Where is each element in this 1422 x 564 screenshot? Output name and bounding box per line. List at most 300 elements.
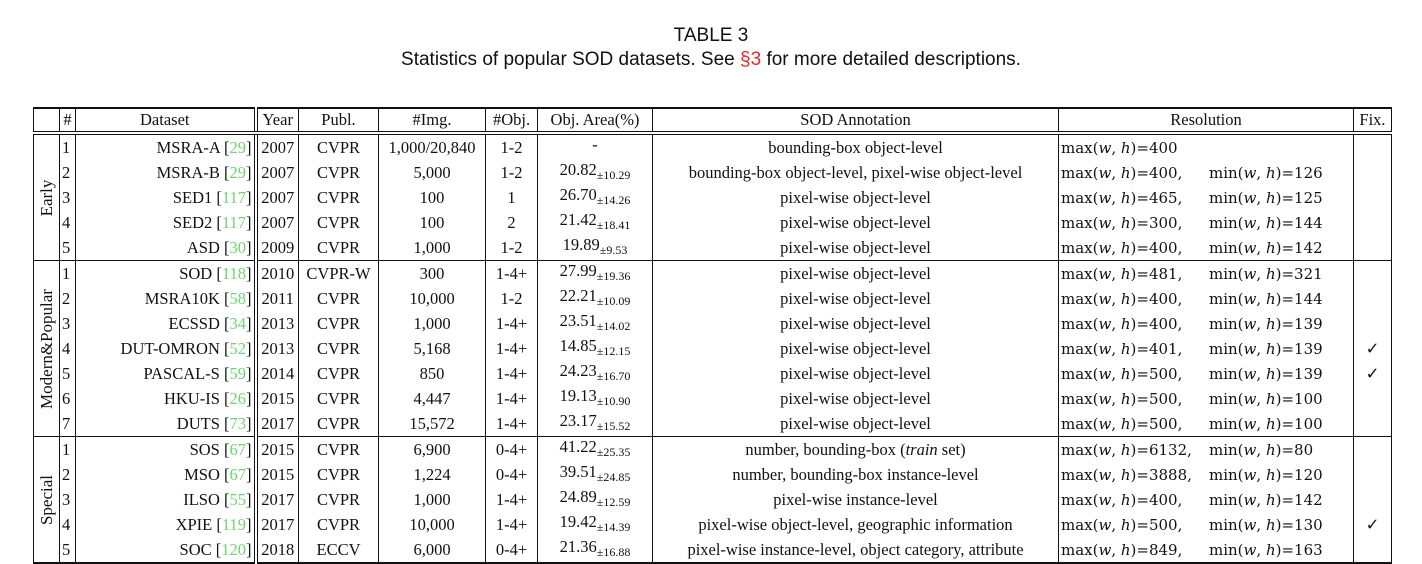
area-std: ±10.09 — [596, 294, 631, 308]
publ-cell: CVPR — [299, 210, 379, 235]
area-cell — [538, 462, 653, 487]
resolution-max: max(w, h)=300, — [1061, 213, 1183, 232]
resolution-max: max(w, h)=465, — [1061, 188, 1183, 207]
img-cell: 10,000 — [379, 512, 486, 537]
area-mean: 20.82 — [559, 160, 597, 179]
header-annotation: SOD Annotation — [653, 108, 1059, 133]
resolution-cell — [1059, 361, 1354, 386]
fixation-check-icon — [1354, 160, 1392, 185]
resolution-min: min(w, h)=321 — [1209, 264, 1323, 283]
publ-cell: ECCV — [299, 537, 379, 563]
dataset-name: ILSO [55] — [76, 487, 256, 512]
annotation-text: pixel-wise object-level, geographic information — [698, 514, 1013, 534]
annotation-text: pixel-wise object-level — [780, 288, 931, 308]
fixation-check-icon — [1354, 133, 1392, 160]
dataset-name: ASD [30] — [76, 235, 256, 261]
table-row — [34, 386, 1392, 411]
resolution-min: min(w, h)=144 — [1209, 213, 1323, 232]
area-mean: 23.17 — [559, 411, 597, 430]
resolution-cell — [1059, 311, 1354, 336]
publ-cell: CVPR — [299, 235, 379, 261]
res-max-value: 465 — [1148, 188, 1178, 207]
res-max-value: 3888 — [1148, 465, 1188, 484]
res-max-value: 401 — [1148, 339, 1178, 358]
area-cell — [538, 133, 653, 160]
annotation-text: pixel-wise object-level — [780, 338, 931, 358]
area-std: ±24.85 — [596, 470, 631, 484]
publ-cell: CVPR — [299, 160, 379, 185]
area-std: ±14.26 — [596, 193, 631, 207]
resolution-cell — [1059, 336, 1354, 361]
header-resolution: Resolution — [1059, 108, 1354, 133]
group-label: Special — [36, 474, 56, 525]
dataset-label: ECSSD — [168, 313, 220, 333]
resolution-cell — [1059, 185, 1354, 210]
publ-cell: CVPR — [299, 361, 379, 386]
area-cell — [538, 386, 653, 411]
annotation-cell — [653, 437, 1059, 463]
group-header — [34, 108, 60, 133]
citation-link[interactable]: 118 — [221, 263, 246, 283]
dataset-label: SED2 — [172, 212, 213, 232]
annotation-cell — [653, 235, 1059, 261]
table-row — [34, 437, 1392, 463]
dataset-name: ECSSD [34] — [76, 311, 256, 336]
area-cell — [538, 286, 653, 311]
resolution-cell — [1059, 261, 1354, 287]
obj-cell: 1-4+ — [486, 336, 538, 361]
citation-link[interactable]: 59 — [229, 363, 246, 383]
year-cell: 2011 — [256, 286, 299, 311]
dataset-name: MSRA10K [58] — [76, 286, 256, 311]
annotation-cell — [653, 311, 1059, 336]
year-cell: 2017 — [256, 487, 299, 512]
area-cell — [538, 311, 653, 336]
dataset-name: SOC [120] — [76, 537, 256, 563]
resolution-cell — [1059, 235, 1354, 261]
resolution-min: min(w, h)=120 — [1209, 465, 1323, 484]
dataset-label: MSO — [184, 464, 220, 484]
fixation-check-icon — [1354, 235, 1392, 261]
year-cell: 2015 — [256, 462, 299, 487]
area-std: ±25.35 — [596, 445, 631, 459]
table-body — [34, 133, 1392, 563]
area-cell — [538, 437, 653, 463]
citation-link[interactable]: 117 — [221, 187, 246, 207]
dataset-label: XPIE — [175, 514, 213, 534]
img-cell: 1,000 — [379, 311, 486, 336]
annotation-text: bounding-box object-level, pixel-wise object-level — [688, 162, 1023, 182]
obj-cell: 1-2 — [486, 160, 538, 185]
year-cell: 2010 — [256, 261, 299, 287]
res-min-value: 130 — [1294, 515, 1323, 534]
resolution-cell — [1059, 133, 1354, 160]
table-row — [34, 210, 1392, 235]
res-max-value: 400 — [1148, 163, 1178, 182]
area-cell — [538, 210, 653, 235]
fixation-check-icon — [1354, 462, 1392, 487]
area-mean: 22.21 — [559, 286, 597, 305]
dataset-label: PASCAL-S — [143, 363, 220, 383]
res-max-value: 400 — [1148, 238, 1178, 257]
dataset-label: ILSO — [183, 489, 220, 509]
row-index: 5 — [60, 235, 76, 261]
resolution-min: min(w, h)=139 — [1209, 314, 1323, 333]
annotation-text: pixel-wise object-level — [780, 212, 931, 232]
resolution-max: max(w, h)=6132, — [1061, 440, 1192, 459]
annotation-text: pixel-wise instance-level — [773, 489, 938, 509]
dataset-label: MSRA10K — [144, 288, 220, 308]
res-min-value: 80 — [1294, 440, 1314, 459]
annotation-text: pixel-wise instance-level, object category, attribute — [687, 539, 1024, 559]
fixation-check-icon: ✓ — [1354, 361, 1392, 386]
annotation-cell — [653, 361, 1059, 386]
row-index: 4 — [60, 512, 76, 537]
table-row — [34, 160, 1392, 185]
resolution-cell — [1059, 286, 1354, 311]
publ-cell: CVPR — [299, 311, 379, 336]
section-reference-link[interactable]: §3 — [740, 49, 762, 70]
annotation-cell — [653, 185, 1059, 210]
area-mean: 27.99 — [559, 261, 597, 280]
publ-cell: CVPR — [299, 437, 379, 463]
res-max-value: 6132 — [1148, 440, 1188, 459]
year-cell: 2015 — [256, 386, 299, 411]
publ-cell: CVPR — [299, 462, 379, 487]
img-cell: 100 — [379, 210, 486, 235]
dataset-label: DUTS — [176, 413, 220, 433]
res-max-value: 500 — [1148, 515, 1178, 534]
row-index: 5 — [60, 361, 76, 386]
img-cell: 1,000 — [379, 487, 486, 512]
resolution-cell — [1059, 160, 1354, 185]
resolution-max: max(w, h)=849, — [1061, 540, 1183, 559]
annotation-cell — [653, 336, 1059, 361]
resolution-max: max(w, h)=400 — [1061, 138, 1178, 157]
res-max-value: 400 — [1148, 138, 1178, 157]
area-std: ±14.39 — [596, 520, 631, 534]
area-std: ±10.90 — [596, 394, 631, 408]
obj-cell: 1-4+ — [486, 386, 538, 411]
resolution-min: min(w, h)=139 — [1209, 364, 1323, 383]
area-cell — [538, 235, 653, 261]
group-label-cell — [34, 261, 60, 437]
res-min-value: 139 — [1294, 339, 1323, 358]
area-std: ±9.53 — [599, 243, 628, 257]
obj-cell: 1 — [486, 185, 538, 210]
fixation-check-icon — [1354, 487, 1392, 512]
res-max-value: 400 — [1148, 289, 1178, 308]
area-std: ±12.15 — [596, 344, 631, 358]
area-std: ±16.70 — [596, 369, 631, 383]
dataset-name: DUTS [73] — [76, 411, 256, 437]
year-cell: 2007 — [256, 133, 299, 160]
fixation-check-icon: ✓ — [1354, 512, 1392, 537]
img-cell: 15,572 — [379, 411, 486, 437]
area-std: ±16.88 — [596, 545, 631, 559]
row-index: 1 — [60, 261, 76, 287]
citation-link[interactable]: 30 — [229, 237, 246, 257]
header-row — [34, 108, 1392, 133]
year-cell: 2007 — [256, 210, 299, 235]
dataset-name: XPIE [119] — [76, 512, 256, 537]
row-index: 6 — [60, 386, 76, 411]
fixation-check-icon — [1354, 386, 1392, 411]
obj-cell: 1-2 — [486, 235, 538, 261]
year-cell: 2013 — [256, 311, 299, 336]
res-max-value: 500 — [1148, 364, 1178, 383]
table-row — [34, 336, 1392, 361]
year-cell: 2007 — [256, 185, 299, 210]
img-cell: 1,224 — [379, 462, 486, 487]
resolution-max: max(w, h)=400, — [1061, 238, 1183, 257]
resolution-max: max(w, h)=500, — [1061, 515, 1183, 534]
res-min-value: 125 — [1294, 188, 1323, 207]
group-label-cell — [34, 133, 60, 261]
area-mean: 19.42 — [559, 512, 597, 531]
dataset-name: SOD [118] — [76, 261, 256, 287]
citation-link[interactable]: 55 — [229, 489, 246, 509]
obj-cell: 0-4+ — [486, 462, 538, 487]
res-min-value: 120 — [1294, 465, 1323, 484]
resolution-min: min(w, h)=142 — [1209, 238, 1323, 257]
resolution-max: max(w, h)=500, — [1061, 414, 1183, 433]
res-min-value: 144 — [1294, 289, 1323, 308]
img-cell: 5,168 — [379, 336, 486, 361]
group-label: Early — [36, 179, 56, 216]
resolution-min: min(w, h)=100 — [1209, 389, 1323, 408]
resolution-max: max(w, h)=400, — [1061, 163, 1183, 182]
res-max-value: 400 — [1148, 490, 1178, 509]
italic-train: train — [905, 439, 938, 459]
area-mean: 19.89 — [562, 235, 600, 254]
sod-datasets-table — [33, 107, 1392, 564]
row-index: 3 — [60, 311, 76, 336]
header-fix: Fix. — [1354, 108, 1392, 133]
res-max-value: 500 — [1148, 414, 1178, 433]
area-cell — [538, 537, 653, 563]
resolution-max: max(w, h)=481, — [1061, 264, 1183, 283]
table-row — [34, 185, 1392, 210]
resolution-min: min(w, h)=142 — [1209, 490, 1323, 509]
resolution-min: min(w, h)=125 — [1209, 188, 1323, 207]
res-min-value: 163 — [1294, 540, 1323, 559]
resolution-min: min(w, h)=80 — [1209, 440, 1314, 459]
annotation-cell — [653, 386, 1059, 411]
row-index: 1 — [60, 437, 76, 463]
area-mean: 21.36 — [559, 537, 597, 556]
table-row — [34, 235, 1392, 261]
fixation-check-icon: ✓ — [1354, 336, 1392, 361]
citation-link[interactable]: 58 — [229, 288, 246, 308]
res-min-value: 142 — [1294, 490, 1323, 509]
table-row — [34, 286, 1392, 311]
annotation-cell — [653, 537, 1059, 563]
annotation-cell — [653, 512, 1059, 537]
obj-cell: 1-4+ — [486, 261, 538, 287]
citation-link[interactable]: 73 — [229, 413, 246, 433]
res-min-value: 144 — [1294, 213, 1323, 232]
publ-cell: CVPR — [299, 133, 379, 160]
header-year: Year — [256, 108, 299, 133]
area-cell — [538, 336, 653, 361]
header-publ: Publ. — [299, 108, 379, 133]
area-mean: 19.13 — [559, 386, 597, 405]
year-cell: 2009 — [256, 235, 299, 261]
res-min-value: 100 — [1294, 414, 1323, 433]
area-mean: 24.89 — [559, 487, 597, 506]
area-mean: 23.51 — [559, 311, 597, 330]
annotation-text: pixel-wise object-level — [780, 363, 931, 383]
annotation-text: number, bounding-box instance-level — [732, 464, 979, 484]
obj-cell: 0-4+ — [486, 437, 538, 463]
annotation-cell — [653, 286, 1059, 311]
annotation-text: pixel-wise object-level — [780, 413, 931, 433]
area-cell — [538, 411, 653, 437]
annotation-cell — [653, 411, 1059, 437]
img-cell: 10,000 — [379, 286, 486, 311]
obj-cell: 0-4+ — [486, 537, 538, 563]
table-row — [34, 361, 1392, 386]
area-mean: 26.70 — [559, 185, 597, 204]
annotation-text: pixel-wise object-level — [780, 263, 931, 283]
table-row — [34, 133, 1392, 160]
res-min-value: 139 — [1294, 314, 1323, 333]
img-cell: 5,000 — [379, 160, 486, 185]
obj-cell: 1-4+ — [486, 487, 538, 512]
table-row — [34, 261, 1392, 287]
dataset-label: ASD — [186, 237, 220, 257]
citation-link[interactable]: 67 — [229, 439, 246, 459]
citation-link[interactable]: 117 — [221, 212, 246, 232]
publ-cell: CVPR — [299, 411, 379, 437]
obj-cell: 1-4+ — [486, 512, 538, 537]
row-index: 2 — [60, 462, 76, 487]
area-mean: 39.51 — [559, 462, 597, 481]
obj-cell: 1-2 — [486, 133, 538, 160]
table-row — [34, 537, 1392, 563]
area-mean: 14.85 — [559, 336, 597, 355]
citation-link[interactable]: 34 — [229, 313, 246, 333]
resolution-min: min(w, h)=126 — [1209, 163, 1323, 182]
dataset-label: MSRA-A — [156, 137, 220, 157]
annotation-text: pixel-wise object-level — [780, 388, 931, 408]
annotation-cell — [653, 210, 1059, 235]
table-row — [34, 462, 1392, 487]
resolution-cell — [1059, 437, 1354, 463]
publ-cell: CVPR — [299, 336, 379, 361]
img-cell: 300 — [379, 261, 486, 287]
row-index: 2 — [60, 286, 76, 311]
citation-link[interactable]: 29 — [229, 137, 246, 157]
resolution-max: max(w, h)=400, — [1061, 314, 1183, 333]
dataset-label: HKU-IS — [163, 388, 220, 408]
publ-cell: CVPR — [299, 512, 379, 537]
obj-cell: 1-4+ — [486, 411, 538, 437]
img-cell: 100 — [379, 185, 486, 210]
caption-text-end: for more detailed descriptions. — [761, 49, 1021, 70]
resolution-max: max(w, h)=400, — [1061, 289, 1183, 308]
header-dataset: Dataset — [76, 108, 256, 133]
fixation-check-icon — [1354, 537, 1392, 563]
annotation-cell — [653, 160, 1059, 185]
area-std: ±18.41 — [596, 218, 631, 232]
row-index: 3 — [60, 487, 76, 512]
publ-cell: CVPR — [299, 286, 379, 311]
row-index: 2 — [60, 160, 76, 185]
area-cell — [538, 160, 653, 185]
resolution-min: min(w, h)=163 — [1209, 540, 1323, 559]
year-cell: 2013 — [256, 336, 299, 361]
area-cell — [538, 261, 653, 287]
img-cell: 1,000 — [379, 235, 486, 261]
publ-cell: CVPR — [299, 185, 379, 210]
year-cell: 2007 — [256, 160, 299, 185]
year-cell: 2017 — [256, 411, 299, 437]
resolution-max: max(w, h)=500, — [1061, 364, 1183, 383]
annotation-text: number, bounding-box (train set) — [745, 439, 966, 459]
publ-cell: CVPR — [299, 487, 379, 512]
table-row — [34, 487, 1392, 512]
resolution-cell — [1059, 487, 1354, 512]
publ-cell: CVPR-W — [299, 261, 379, 287]
img-cell: 6,000 — [379, 537, 486, 563]
citation-link[interactable]: 52 — [229, 338, 246, 358]
row-index: 4 — [60, 336, 76, 361]
annotation-cell — [653, 487, 1059, 512]
caption-text: Statistics of popular SOD datasets. See — [401, 49, 741, 70]
dataset-name: MSRA-B [29] — [76, 160, 256, 185]
table-row — [34, 411, 1392, 437]
citation-link[interactable]: 120 — [221, 539, 246, 559]
resolution-min: min(w, h)=139 — [1209, 339, 1323, 358]
group-label-cell — [34, 437, 60, 564]
annotation-cell — [653, 133, 1059, 160]
citation-link[interactable]: 26 — [229, 388, 246, 408]
citation-link[interactable]: 67 — [229, 464, 246, 484]
annotation-text: pixel-wise object-level — [780, 187, 931, 207]
dataset-label: SED1 — [172, 187, 213, 207]
citation-link[interactable]: 119 — [221, 514, 246, 534]
area-cell — [538, 487, 653, 512]
dataset-label: SOS — [189, 439, 220, 459]
res-max-value: 300 — [1148, 213, 1178, 232]
dataset-name: PASCAL-S [59] — [76, 361, 256, 386]
fixation-check-icon — [1354, 437, 1392, 463]
resolution-cell — [1059, 210, 1354, 235]
citation-link[interactable]: 29 — [229, 162, 246, 182]
dataset-name: SED2 [117] — [76, 210, 256, 235]
fixation-check-icon — [1354, 286, 1392, 311]
dataset-label: DUT-OMRON — [120, 338, 220, 358]
resolution-min: min(w, h)=100 — [1209, 414, 1323, 433]
annotation-cell — [653, 261, 1059, 287]
res-min-value: 126 — [1294, 163, 1323, 182]
res-min-value: 100 — [1294, 389, 1323, 408]
res-min-value: 139 — [1294, 364, 1323, 383]
header-obj: #Obj. — [486, 108, 538, 133]
area-cell — [538, 512, 653, 537]
dataset-name: MSRA-A [29] — [76, 133, 256, 160]
res-max-value: 849 — [1148, 540, 1178, 559]
dataset-name: MSO [67] — [76, 462, 256, 487]
img-cell: 850 — [379, 361, 486, 386]
resolution-cell — [1059, 386, 1354, 411]
annotation-text: pixel-wise object-level — [780, 313, 931, 333]
dataset-name: SOS [67] — [76, 437, 256, 463]
resolution-max: max(w, h)=3888, — [1061, 465, 1192, 484]
dataset-label: SOC — [179, 539, 212, 559]
